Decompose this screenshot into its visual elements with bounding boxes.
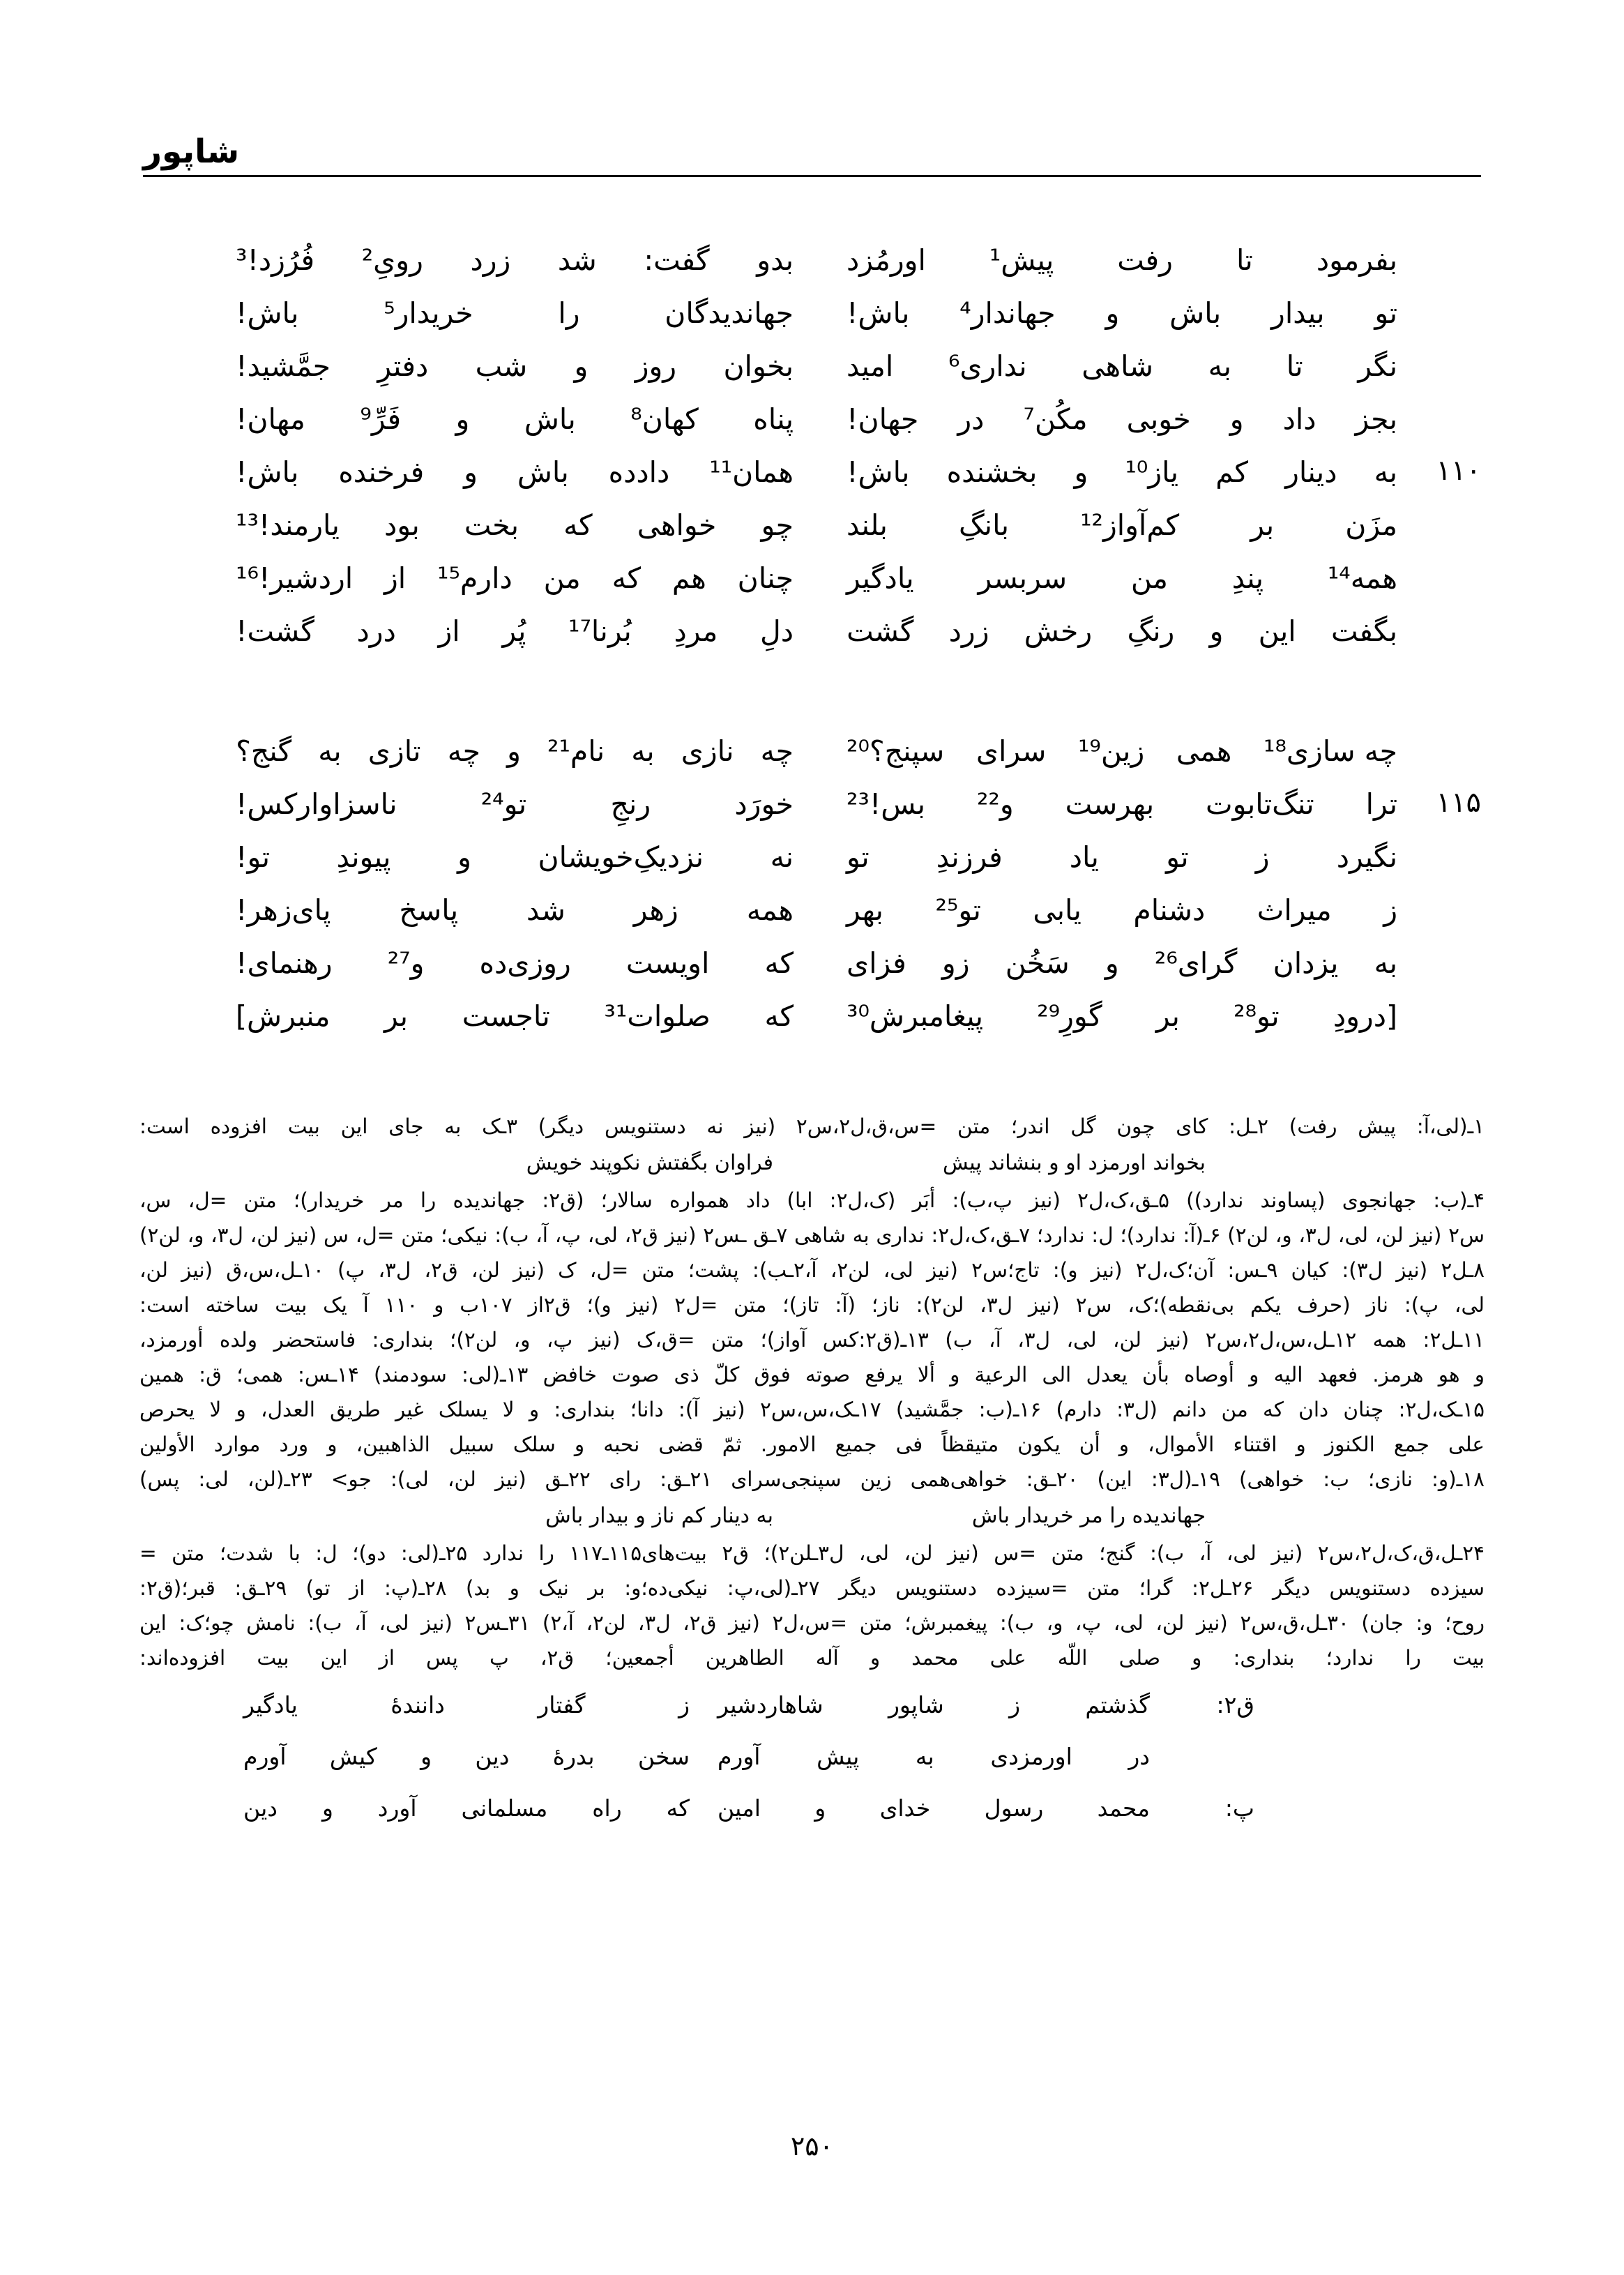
- verse-word: شاهی: [1082, 349, 1153, 383]
- verse-word: و²²: [976, 787, 1014, 821]
- verse-word: و: [321, 1794, 333, 1822]
- verse-word: و: [464, 455, 478, 489]
- verse-word: یابی: [1033, 893, 1082, 927]
- verse-word: سرای: [976, 734, 1047, 768]
- verse-word: که: [612, 561, 642, 595]
- verse-word: نگیرد: [1336, 840, 1397, 874]
- quoted-couplet: [139, 1787, 1485, 1830]
- verse-word: و²⁷: [387, 946, 425, 980]
- verse-word: من: [543, 561, 581, 595]
- verse-word: شاپور: [888, 1691, 944, 1718]
- verse-word: تنگ‌تابوت: [1206, 787, 1314, 821]
- verse-word: زرد: [470, 243, 511, 277]
- verse-word: روزی‌ده: [479, 946, 571, 980]
- verse-word: رویِ²: [361, 243, 423, 277]
- verse-word: داد: [1282, 402, 1316, 436]
- verse-word: به: [1374, 946, 1397, 980]
- verse-word: رسول: [984, 1794, 1044, 1822]
- verse-word: بهرست: [1065, 787, 1155, 821]
- hemistich: [236, 287, 794, 340]
- verse-word: دانندهٔ: [390, 1691, 445, 1718]
- verse-word: نداری⁶: [948, 349, 1027, 383]
- verse-word: شد: [557, 243, 597, 277]
- hemistich: [834, 725, 1397, 778]
- verse-word: باش!: [236, 455, 299, 489]
- inset-hemistich-second: فراوان بگفتش نکوپند خویش: [526, 1151, 773, 1175]
- verse-word: پیغامبرش³⁰: [847, 999, 983, 1033]
- verse-word: گورِ²⁹: [1037, 999, 1102, 1033]
- hemistich: [236, 552, 794, 605]
- folio-number: ۲۵۰: [790, 2131, 834, 2161]
- verse-word: و: [455, 402, 470, 436]
- verse-word: زرد: [948, 614, 989, 648]
- verse-word: یادگیر: [243, 1691, 298, 1718]
- verse-word: روز: [635, 349, 677, 383]
- verse-word: در: [1128, 1743, 1150, 1770]
- verse-word: که: [764, 946, 794, 980]
- verse-word: به: [1208, 349, 1232, 383]
- verse-word: خوبی: [1126, 402, 1191, 436]
- verse-word: گفتار: [538, 1691, 586, 1718]
- hemistich: [834, 499, 1397, 552]
- verse-word: دشنام: [1133, 893, 1206, 927]
- verse-word: و: [507, 734, 521, 768]
- hemistich: [236, 937, 794, 990]
- verse-word: چه: [447, 734, 481, 768]
- verse-word: پُر: [502, 614, 526, 648]
- verse-word: اویست: [625, 946, 710, 980]
- verse-word: تو!: [236, 840, 271, 874]
- quoted-hemistich-first: [690, 1735, 1150, 1778]
- verse-word: یاز¹⁰: [1125, 455, 1179, 489]
- hemistich: [236, 605, 794, 658]
- verse-couplet: [143, 446, 1481, 499]
- verse-word: [درودِ: [1333, 999, 1397, 1033]
- verse-word: درد: [356, 614, 396, 648]
- verse-word: دارم¹⁵: [437, 561, 513, 595]
- verse-word: سربسر: [978, 561, 1068, 595]
- verse-word: به: [915, 1743, 934, 1770]
- stanza: [143, 725, 1481, 1043]
- verse-word: و: [1105, 296, 1120, 330]
- inset-hemistich-second: به دینار کم ناز و بیدار باش: [545, 1504, 773, 1528]
- apparatus-line: ۴ـ(ب: جهانجوی (پساوند ندارد)) ۵ـق،ک،ل٢ (نیز پ،ب): أبَر (ک،ل٢: ابا) داد همواره سالار؛ (ق٢: جهاندیده را مر خریدار)؛ متن =ل، س،: [139, 1188, 1485, 1212]
- hemistich: [834, 234, 1397, 287]
- hemistich: [834, 340, 1397, 393]
- verse-word: پیش: [817, 1743, 860, 1770]
- verse-word: تو: [847, 840, 870, 874]
- verse-word: پاسخ: [399, 893, 459, 927]
- verse-couplet: [143, 340, 1481, 393]
- verse-word: باش!: [847, 296, 910, 330]
- critical-apparatus: [139, 1109, 1485, 1830]
- manuscript-sigla: ق٢:: [1216, 1691, 1254, 1718]
- apparatus-line: سیزده دستنویس دیگر ۲۶ـل٢: گرا؛ متن =سیزده دستنویس دیگر ۲۷ـ(لی،پ: نیکی‌ده؛و: بر نیک و بد) ۲۸ـ(پ: از تو) ۲۹ـق: قبر؛(ق٢:: [139, 1576, 1485, 1600]
- header-rule: [143, 175, 1481, 177]
- apparatus-line: ۲۴ـل،ق،ک،ل٢،س٢ (نیز لی، آ، ب): گنج؛ متن =س (نیز لن، لی، ل٣ـلن٢)؛ ق٢ بیت‌های۱۱۵ـ۱۱۷ را ندارد ۲۵ـ(لی: دو)؛ ل: با شدت؛ متن =: [139, 1541, 1485, 1565]
- verse-couplet: [143, 605, 1481, 658]
- verse-word: تا: [1236, 243, 1253, 277]
- verse-word: خورَد: [734, 787, 794, 821]
- verse-word: ز: [678, 1691, 690, 1718]
- hemistich: [834, 287, 1397, 340]
- hemistich: [236, 725, 794, 778]
- verse-word: نگر: [1358, 349, 1397, 383]
- verse-word: فرزندِ: [936, 840, 1003, 874]
- verse-word: بر: [1250, 508, 1275, 542]
- apparatus-line: ۱ـ(لی،آ: پیش رفت) ۲ـل: کای چون گل اندر؛ متن =س،ق،ل٢،س٢ (نیز نه دستنویس دیگر) ۳ـک به جای این بیت افزوده است:: [139, 1114, 1485, 1138]
- verse-word: بود: [384, 508, 420, 542]
- verse-word: یادگیر: [847, 561, 914, 595]
- hemistich: [236, 884, 794, 937]
- verse-word: پناه: [753, 402, 794, 436]
- verse-couplet: [143, 552, 1481, 605]
- quoted-hemistich-second: [243, 1684, 690, 1727]
- verse-word: ز: [1383, 893, 1397, 927]
- verse-word: فرخنده: [338, 455, 425, 489]
- hemistich: [834, 990, 1397, 1043]
- verse-word: در: [957, 402, 985, 436]
- verse-couplet: [143, 725, 1481, 778]
- stanza: [143, 234, 1481, 658]
- verse-word: و: [457, 840, 471, 874]
- verse-word: بُرنا¹⁷: [568, 614, 632, 648]
- inset-hemistich-first: بخواند اورمزد او و بنشاند پیش: [943, 1151, 1206, 1175]
- verse-word: تا: [1286, 349, 1303, 383]
- quoted-hemistich-second: [243, 1735, 690, 1778]
- verse-word: زو: [941, 946, 970, 980]
- verse-word: بخشنده: [946, 455, 1038, 489]
- hemistich: [236, 446, 794, 499]
- verse-couplet: [143, 831, 1481, 884]
- verse-word: گرای²⁶: [1154, 946, 1238, 980]
- apparatus-line: علی جمع الکنوز و اقتناء الأموال، و أن یكون متیقظاً فی جمیع الامور. ثمّ قضی نحبه و سلک سبیل الذاهبین، و ورد موارد الأولین: [139, 1433, 1485, 1456]
- verse-word: دین: [243, 1794, 278, 1822]
- hemistich: [834, 831, 1397, 884]
- verse-word: دلِ: [759, 614, 794, 648]
- verse-word: باش!: [236, 296, 299, 330]
- verse-word: اورمزدی: [990, 1743, 1072, 1770]
- verse-word: تو²⁴: [480, 787, 527, 821]
- hemistich: [834, 393, 1397, 446]
- verse-word: این: [1258, 614, 1296, 648]
- verse-word: ز: [1255, 840, 1270, 874]
- verse-couplet: [143, 778, 1481, 831]
- verse-word: و: [814, 1794, 826, 1822]
- verse-word: نام²¹: [547, 734, 605, 768]
- verse-couplet: [143, 884, 1481, 937]
- verse-word: خواهی: [637, 508, 717, 542]
- apparatus-line: لی، پ): ناز (حرف یکم بی‌نقطه)؛ک، س٢ (نیز ل٣، لن٢): ناز؛ (آ: تاز)؛ متن =ل٢ (نیز و)؛ ق٢از ۱۰۷ب و ۱۱۰ آ یک بیت ساخته است:: [139, 1293, 1485, 1317]
- running-head: شاپور: [143, 133, 240, 171]
- inset-hemistich-first: جهاندیده را مر خریدار باش: [971, 1504, 1206, 1528]
- verse-word: جمَّشید!: [236, 349, 331, 383]
- verse-word: گشت!: [236, 614, 314, 648]
- apparatus-line: بیت را ندارد؛ بنداری: و صلی اللّه علی محمد و آله الطاهرین أجمعین؛ ق٢، پ پس از این بیت افزوده‌اند:: [139, 1646, 1485, 1670]
- page-header: [143, 133, 1481, 177]
- verse-word: که: [563, 508, 593, 542]
- verse-couplet: [143, 287, 1481, 340]
- verse-word: پیش¹: [989, 243, 1054, 277]
- verse-word: که: [764, 999, 794, 1033]
- verse-word: دین: [475, 1743, 510, 1770]
- hemistich: [236, 393, 794, 446]
- apparatus-line: و هو هرمز. فعهد الیه و أوصاه بأن یعدل الی الرعیة و ألا یرفع صوته فوق كلّ ذی صوت خافض ۱۳ـ(لی: سودمند) ۱۴ـس: همی؛ ق: همین: [139, 1363, 1485, 1386]
- verse-word: صلوات³¹: [604, 999, 711, 1033]
- verse-word: مسلمانی: [461, 1794, 548, 1822]
- verse-word: ناسزاواركس!: [236, 787, 397, 821]
- verse-number: ۱۱۰: [1436, 455, 1481, 487]
- verse-couplet: [143, 393, 1481, 446]
- verse-word: و: [574, 349, 589, 383]
- verse-word: آورم: [718, 1743, 761, 1770]
- verse-word: یارمند!¹³: [236, 508, 340, 542]
- verse-word: چو: [761, 508, 794, 542]
- quoted-couplet: [139, 1684, 1485, 1727]
- hemistich: [834, 778, 1397, 831]
- verse-word: چه: [760, 734, 794, 768]
- verse-word: بر: [384, 999, 409, 1033]
- verse-word: شد: [526, 893, 566, 927]
- verse-word: بانگِ: [958, 508, 1009, 542]
- verse-word: یاد: [1069, 840, 1099, 874]
- verse-word: رنگِ: [1127, 614, 1175, 648]
- verse-word: مکُن⁷: [1023, 402, 1088, 436]
- quoted-hemistich-second: [243, 1787, 690, 1830]
- verse-word: بخت: [464, 508, 519, 542]
- verse-word: بهر: [847, 893, 883, 927]
- verse-word: شاهاردشیر: [718, 1691, 824, 1718]
- verse-word: سَخُن: [1005, 946, 1070, 980]
- verse-word: رفت: [1117, 243, 1173, 277]
- verse-word: تو²⁵: [935, 893, 981, 927]
- verse-word: همی: [1176, 734, 1232, 768]
- verse-word: کم‌آواز¹²: [1080, 508, 1180, 542]
- verse-word: بفرمود: [1316, 243, 1397, 277]
- verse-word: باش: [524, 402, 576, 436]
- verse-word: چنان: [737, 561, 794, 595]
- verse-word: شب: [475, 349, 528, 383]
- verse-word: را: [558, 296, 580, 330]
- verse-word: کهان⁸: [630, 402, 699, 436]
- verse-word: و: [420, 1743, 432, 1770]
- hemistich: [834, 552, 1397, 605]
- verse-couplet: [143, 990, 1481, 1043]
- quoted-hemistich-first: [690, 1787, 1150, 1830]
- verse-word: دینار: [1285, 455, 1337, 489]
- verse-word: خریدار⁵: [384, 296, 473, 330]
- verse-word: منبرش]: [236, 999, 331, 1033]
- verse-word: بدرهٔ: [552, 1743, 595, 1770]
- verse-word: فُرُزد!³: [236, 243, 315, 277]
- verse-word: فَرِّ⁹: [360, 402, 402, 436]
- verse-word: گشت: [847, 614, 914, 648]
- verse-word: از: [438, 614, 460, 648]
- hemistich: [236, 778, 794, 831]
- verse-word: خدای: [879, 1794, 931, 1822]
- verse-word: زین¹⁹: [1077, 734, 1145, 768]
- verse-word: همه: [746, 893, 794, 927]
- verse-word: بر: [1155, 999, 1180, 1033]
- verse-number: ۱۱۵: [1436, 787, 1481, 819]
- manuscript-sigla: پ:: [1224, 1794, 1254, 1822]
- verse-word: مردِ: [674, 614, 718, 648]
- verse-word: فزای: [847, 946, 906, 980]
- apparatus-line: ۸ـل٢ (نیز ل٣): کیان ۹ـس: آن؛ک،ل٢ (نیز و): تاج؛س٢ (نیز لی، لن٢، آ،٢ـب): پشت؛ متن =ل، ک (نیز لن، ق٢، ل٣، پ) ۱۰ـل،س،ق (نیز لن،: [139, 1258, 1485, 1282]
- verse-word: تو: [1374, 296, 1397, 330]
- verse-word: گذشتم: [1085, 1691, 1150, 1718]
- hemistich: [236, 990, 794, 1043]
- verse-word: بگفت: [1330, 614, 1397, 648]
- quoted-hemistich-first: [690, 1684, 1150, 1727]
- hemistich: [834, 884, 1397, 937]
- apparatus-quoted-block: [139, 1684, 1485, 1830]
- verse-word: تو²⁸: [1234, 999, 1280, 1033]
- verse-word: همه¹⁴: [1327, 561, 1397, 595]
- verse-couplet: [143, 499, 1481, 552]
- verse-body: [143, 234, 1481, 1043]
- verse-word: باش: [517, 455, 569, 489]
- apparatus-line: س٢ (نیز لن، لی، ل٣، و، لن٢) ۶ـ(آ: ندارد)؛ ل: ندارد؛ ۷ـق،ک،ل٢: نداری به شاهی ۷ـق ـس٢ (نیز ق٢، لی، پ، آ، ب): نیکی؛ متن =ل، س (نیز لن، ل٣، و، لن٢): [139, 1223, 1485, 1247]
- verse-word: امین: [718, 1794, 761, 1822]
- verse-word: و: [1209, 614, 1224, 648]
- verse-word: سپنج؟²⁰: [847, 734, 945, 768]
- apparatus-inset-couplet: [139, 1498, 1485, 1534]
- verse-word: نه: [770, 840, 794, 874]
- verse-word: امید: [847, 349, 894, 383]
- verse-word: باش: [1169, 296, 1222, 330]
- apparatus-line: ۱۵ـک،ل٢: چنان دان که من دانم (ل٣: دارم) ۱۶ـ(ب: جمَّشید) ۱۷ـک،س،س٢ (نیز آ): دانا؛ بنداری: و لا یسلک غیر طریق العدل، و لا یحرص: [139, 1398, 1485, 1421]
- verse-word: و: [1074, 455, 1088, 489]
- verse-word: رنجِ: [610, 787, 651, 821]
- verse-word: بخوان: [723, 349, 794, 383]
- verse-word: بجز: [1355, 402, 1397, 436]
- verse-word: من: [1130, 561, 1168, 595]
- verse-word: بس!²³: [847, 787, 925, 821]
- verse-word: جهاندیدگان: [665, 296, 794, 330]
- verse-couplet: [143, 937, 1481, 990]
- verse-word: کم: [1215, 455, 1248, 489]
- verse-word: تاجست: [462, 999, 550, 1033]
- hemistich: [834, 937, 1397, 990]
- quoted-couplet: [139, 1735, 1485, 1778]
- verse-word: کیش: [329, 1743, 377, 1770]
- verse-word: جهان!: [847, 402, 919, 436]
- verse-word: راه: [592, 1794, 622, 1822]
- verse-couplet: [143, 234, 1481, 287]
- hemistich: [236, 831, 794, 884]
- verse-word: تازی: [367, 734, 421, 768]
- verse-word: تو: [1166, 840, 1189, 874]
- verse-word: به: [318, 734, 342, 768]
- verse-word: بلند: [847, 508, 888, 542]
- verse-word: بدو: [757, 243, 794, 277]
- verse-word: پای‌زهر!: [236, 893, 331, 927]
- verse-word: آورم: [243, 1743, 287, 1770]
- verse-word: نازی: [681, 734, 734, 768]
- hemistich: [834, 605, 1397, 658]
- apparatus-line: ۱۱ـل٢: همه ۱۲ـل،س،ل٢،س٢ (نیز لن، لی، ل٣، آ، ب) ۱۳ـ(ق٢:کس آواز)؛ متن =ق،ک (نیز پ، و، لن٢)؛ بنداری: فاستحضر ولده أورمزد،: [139, 1328, 1485, 1352]
- hemistich: [236, 234, 794, 287]
- verse-word: اورمُزد: [847, 243, 926, 277]
- verse-word: دادده: [608, 455, 670, 489]
- apparatus-line: ۱۸ـ(و: نازی؛ ب: خواهی) ۱۹ـ(ل٣: این) ۲۰ـق: خواهی‌همی زین سپنجی‌سرای ۲۱ـق: رای ۲۲ـق (نیز لن، لی): جو> ۲۳ـ(لن، لی: پس): [139, 1467, 1485, 1491]
- verse-word: هم: [671, 561, 706, 595]
- verse-word: جهاندار⁴: [959, 296, 1056, 330]
- verse-word: گنج؟: [236, 734, 292, 768]
- verse-word: محمد: [1097, 1794, 1150, 1822]
- verse-word: پیوندِ: [336, 840, 391, 874]
- apparatus-line: روح؛ و: جان) ۳۰ـل،ق،س٢ (نیز لن، لی، پ، و، ب): پیغمبرش؛ متن =س،ل٢ (نیز ق٢، ل٣، لن٢، آ،٢) ۳۱ـس٢ (نیز لی، آ، ب): نامش چو؛ک: این: [139, 1611, 1485, 1635]
- verse-word: میراث: [1257, 893, 1332, 927]
- verse-word: گفت:: [644, 243, 710, 277]
- verse-word: همان¹¹: [709, 455, 794, 489]
- verse-word: ترا: [1365, 787, 1397, 821]
- hemistich: [834, 446, 1397, 499]
- verse-word: مزَن: [1345, 508, 1397, 542]
- verse-word: و: [1105, 946, 1119, 980]
- verse-word: مهان!: [236, 402, 305, 436]
- verse-word: دفترِ: [377, 349, 429, 383]
- hemistich: [236, 340, 794, 393]
- verse-word: رهنمای!: [236, 946, 333, 980]
- verse-word: به: [1374, 455, 1397, 489]
- apparatus-inset-couplet: [139, 1145, 1485, 1181]
- hemistich: [236, 499, 794, 552]
- verse-word: و: [1229, 402, 1244, 436]
- verse-word: بیدار: [1271, 296, 1325, 330]
- verse-word: اردشیر!¹⁶: [236, 561, 354, 595]
- verse-word: نزدیکِ‌خویشان: [538, 840, 704, 874]
- verse-word: رخش: [1024, 614, 1093, 648]
- verse-word: باش!: [847, 455, 910, 489]
- verse-word: چه سازی¹⁸: [1263, 734, 1397, 768]
- verse-word: از: [384, 561, 407, 595]
- verse-word: ز: [1009, 1691, 1021, 1718]
- verse-word: سخن: [637, 1743, 690, 1770]
- verse-word: که: [666, 1794, 690, 1822]
- verse-word: آورد: [377, 1794, 417, 1822]
- verse-word: زهر: [633, 893, 678, 927]
- verse-word: به: [631, 734, 655, 768]
- verse-word: یزدان: [1273, 946, 1339, 980]
- verse-word: پندِ: [1231, 561, 1264, 595]
